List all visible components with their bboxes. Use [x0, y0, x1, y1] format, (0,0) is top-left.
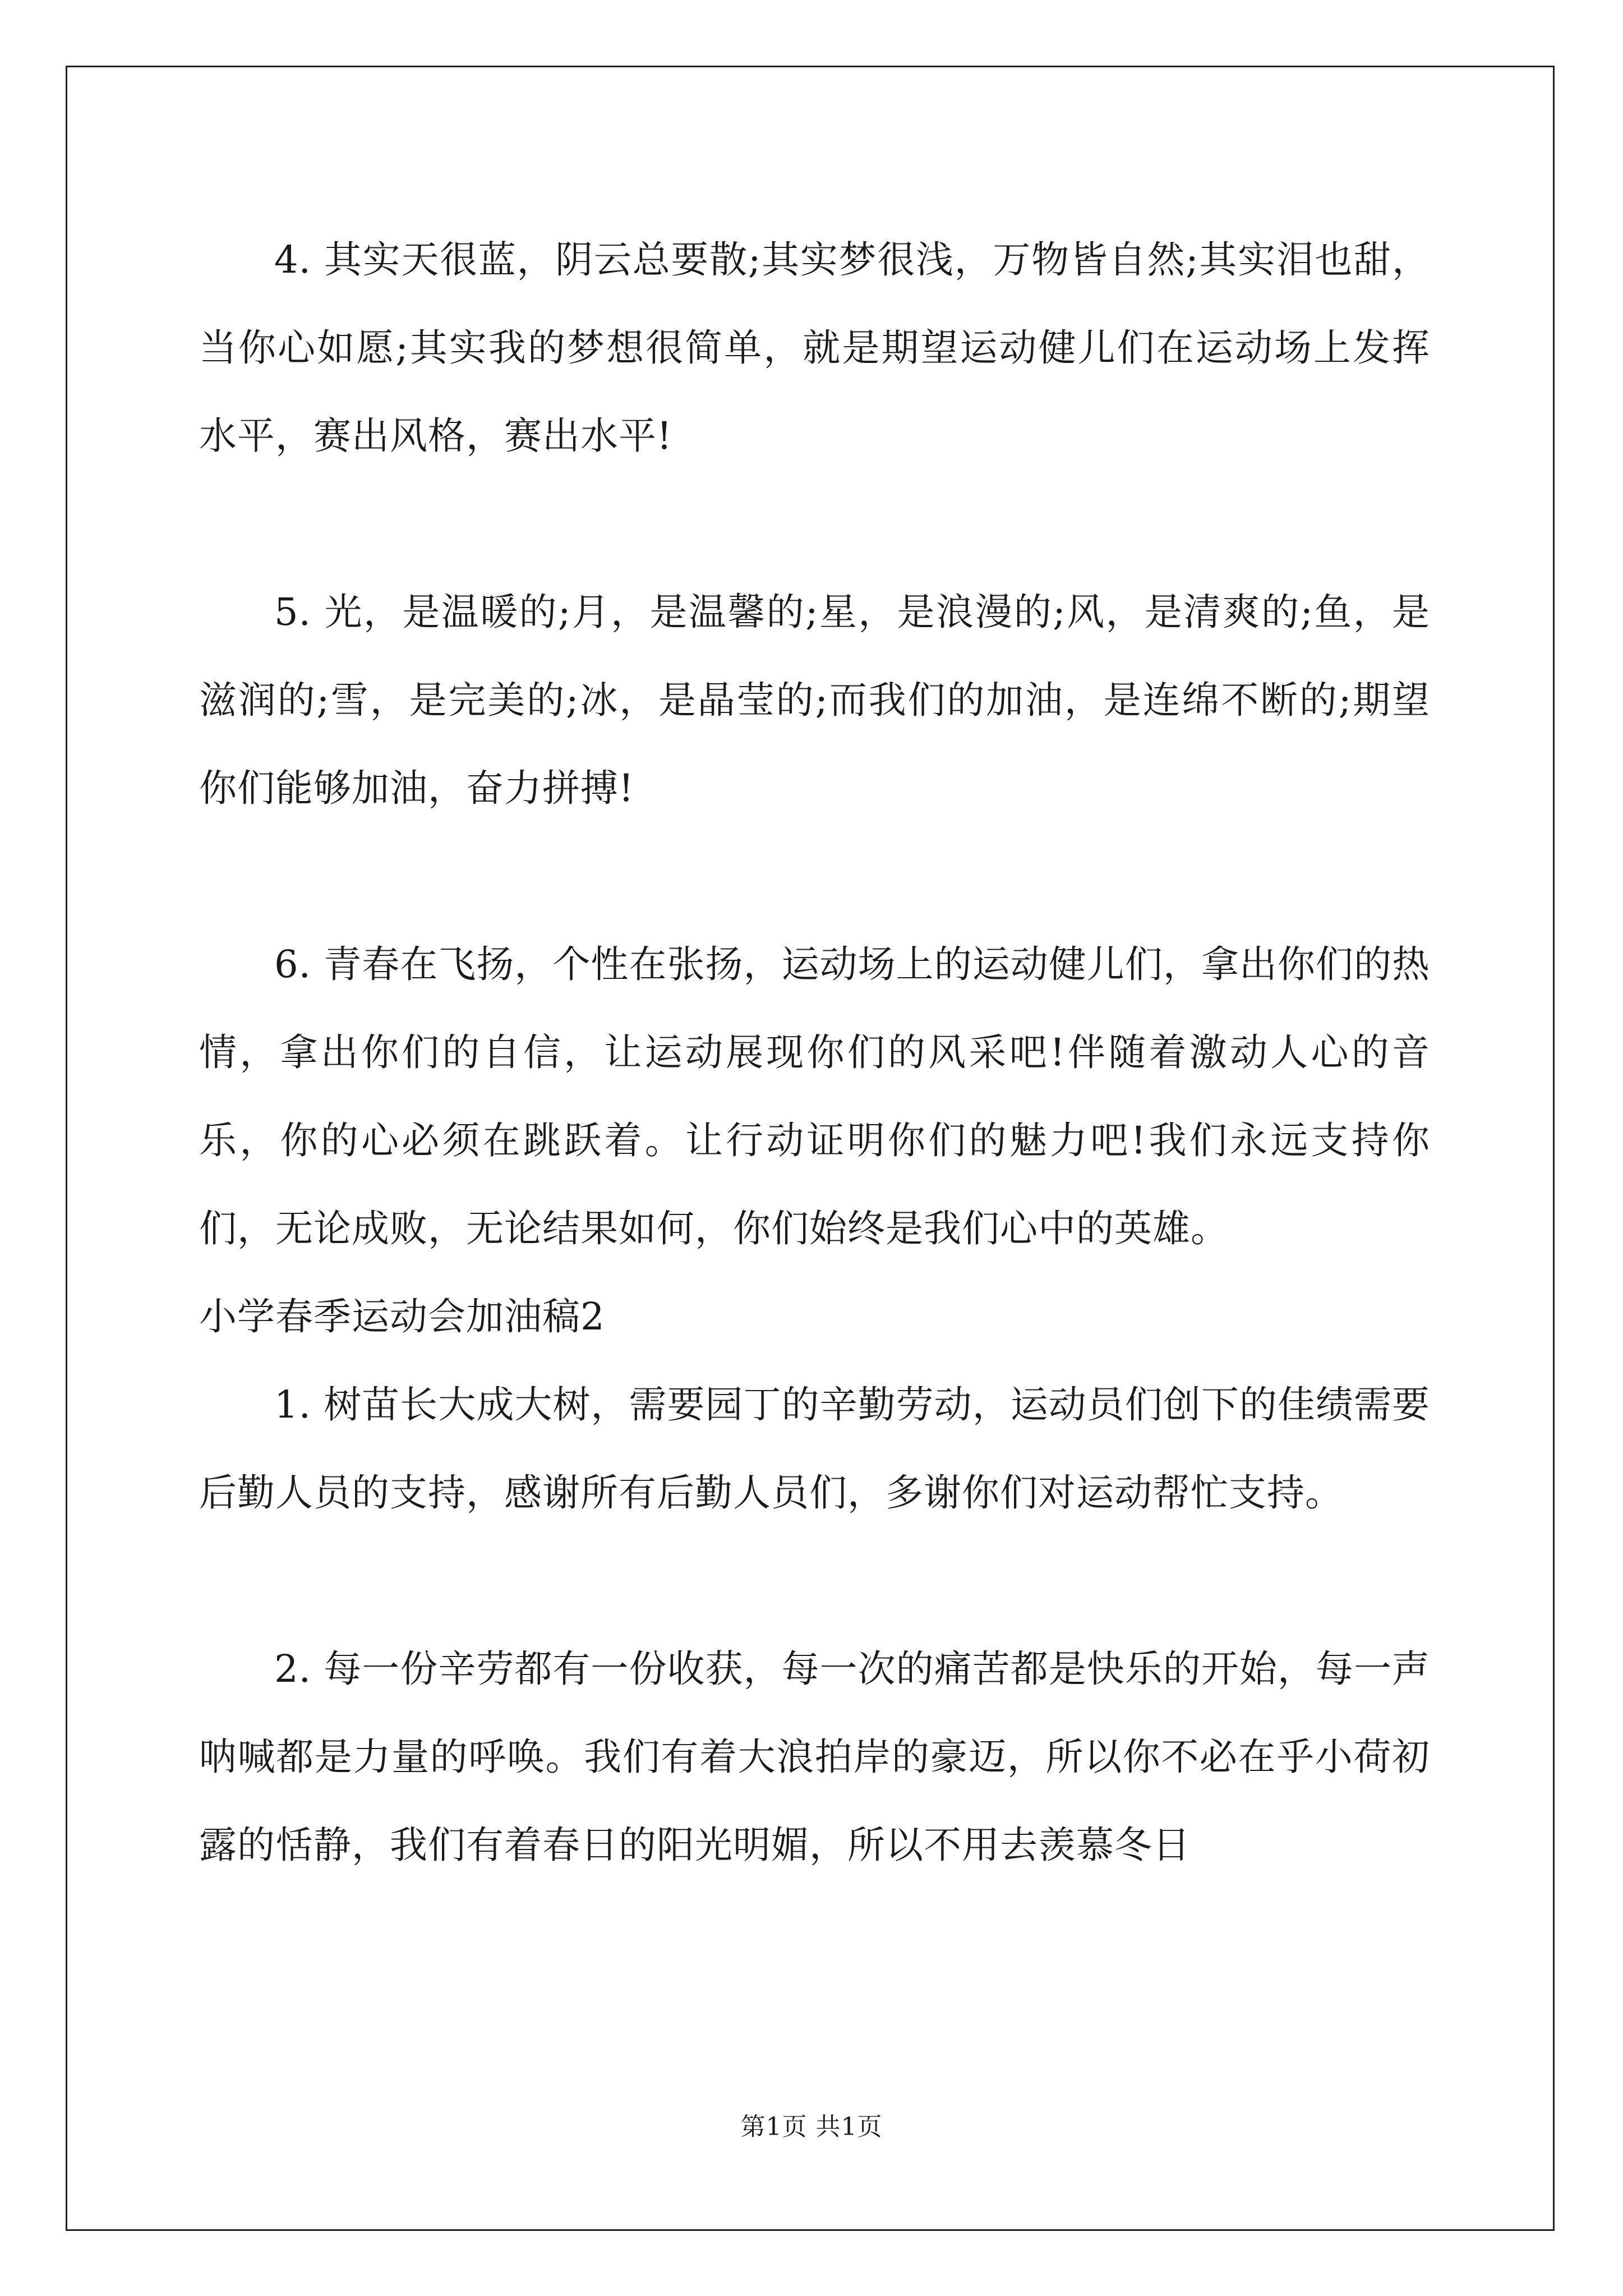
- paragraph-1: 1. 树苗长大成大树，需要园丁的辛勤劳动，运动员们创下的佳绩需要后勤人员的支持，感谢所有后勤人员们，多谢你们对运动帮忙支持。: [199, 1383, 1430, 1515]
- paragraph-spacer: [199, 1537, 1430, 1625]
- paragraph-4: 4. 其实天很蓝，阴云总要散;其实梦很浅，万物皆自然;其实泪也甜，当你心如愿;其实我的梦想很简单，就是期望运动健儿们在运动场上发挥水平，赛出风格，赛出水平!: [199, 238, 1430, 458]
- paragraph-5: 5. 光，是温暖的;月，是温馨的;星，是浪漫的;风，是清爽的;鱼，是滋润的;雪，是完美的;冰，是晶莹的;而我们的加油，是连绵不断的;期望你们能够加油，奋力拼搏!: [199, 590, 1430, 810]
- paragraph-2: 2. 每一份辛劳都有一份收获，每一次的痛苦都是快乐的开始，每一声呐喊都是力量的呼唤。我们有着大浪拍岸的豪迈，所以你不必在乎小荷初露的恬静，我们有着春日的阳光明媚，所以不用去羡慕冬日: [199, 1647, 1430, 1867]
- paragraph-spacer: [199, 480, 1430, 568]
- page-number: 第1页 共1页: [740, 2113, 883, 2141]
- document-body: [199, 216, 1430, 1889]
- paragraph-spacer: [199, 832, 1430, 921]
- paragraph-6: 6. 青春在飞扬，个性在张扬，运动场上的运动健儿们，拿出你们的热情，拿出你们的自信，让运动展现你们的风采吧!伴随着激动人心的音乐，你的心必须在跳跃着。让行动证明你们的魅力吧!我们永远支持你们，无论成败，无论结果如何，你们始终是我们心中的英雄。: [199, 942, 1430, 1250]
- section-heading: 小学春季运动会加油稿2: [199, 1295, 605, 1338]
